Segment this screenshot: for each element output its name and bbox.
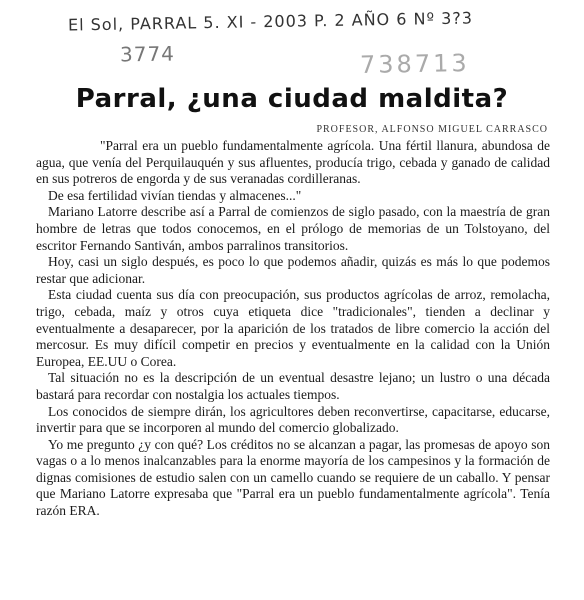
article-paragraph: Los conocidos de siempre dirán, los agricultores deben reconvertirse, capacitarse, educarse, invertir para que se incorporen al mundo del comercio globalizado. <box>36 403 550 436</box>
handwritten-code: 738713 <box>359 49 470 79</box>
article-paragraph: "Parral era un pueblo fundamentalmente agrícola. Una fértil llanura, abundosa de agua, que venía del Perquilauquén y sus afluentes, producía trigo, cebada y ganado de calidad en sus potreros de engorda y de sus veranadas cordilleranas. <box>36 138 550 187</box>
article-paragraph: Mariano Latorre describe así a Parral de comienzos de siglo pasado, con la maestría de gran hombre de letras que todos conocemos, en el prólogo de memorias de un Tolstoyano, del escritor Fernando Santiván, ambos parralinos transitorios. <box>36 204 550 253</box>
handwritten-archive-number: 3774 <box>119 41 176 67</box>
article-paragraph: Yo me pregunto ¿y con qué? Los créditos no se alcanzan a pagar, las promesas de apoyo son vagas o a lo menos inalcanzables para la enorme mayoría de los campesinos y la formación de dignas comisiones de estudio salen con un camello cuando se requiere de un caballo. Y pensar que Mariano Latorre expresaba que "Parral era un pueblo fundamentalmente agrícola". Tenía razón ERA. <box>36 436 550 519</box>
article-paragraph: De esa fertilidad vivían tiendas y almacenes..." <box>48 187 302 203</box>
handwritten-source-note: El Sol, PARRAL 5. XI - 2003 P. 2 AÑO 6 Nº 3?3 <box>67 8 474 35</box>
article-paragraph: Esta ciudad cuenta sus día con preocupación, sus productos agrícolas de arroz, remolacha, trigo, cebada, maíz y otros cuya etiqueta dice "tradicionales", tienden a declinar y eventualmente a desaparecer, por la aparición de los tratados de libre comercio la acción del mercosur. Es muy difícil competir en precios y eventualmente en la calidad con la Unión Europea, EE.UU o Corea. <box>36 287 550 369</box>
article-byline: PROFESOR, ALFONSO MIGUEL CARRASCO <box>316 124 548 135</box>
article-body <box>36 138 550 520</box>
article-paragraph: Tal situación no es la descripción de un eventual desastre lejano; un lustro o una década bastará para recordar con nostalgia los actuales tiempos. <box>36 370 550 402</box>
article-headline: Parral, ¿una ciudad maldita? <box>75 84 509 114</box>
article-paragraph: Hoy, casi un siglo después, es poco lo que podemos añadir, quizás es más lo que podemos restar que adicionar. <box>36 254 550 286</box>
